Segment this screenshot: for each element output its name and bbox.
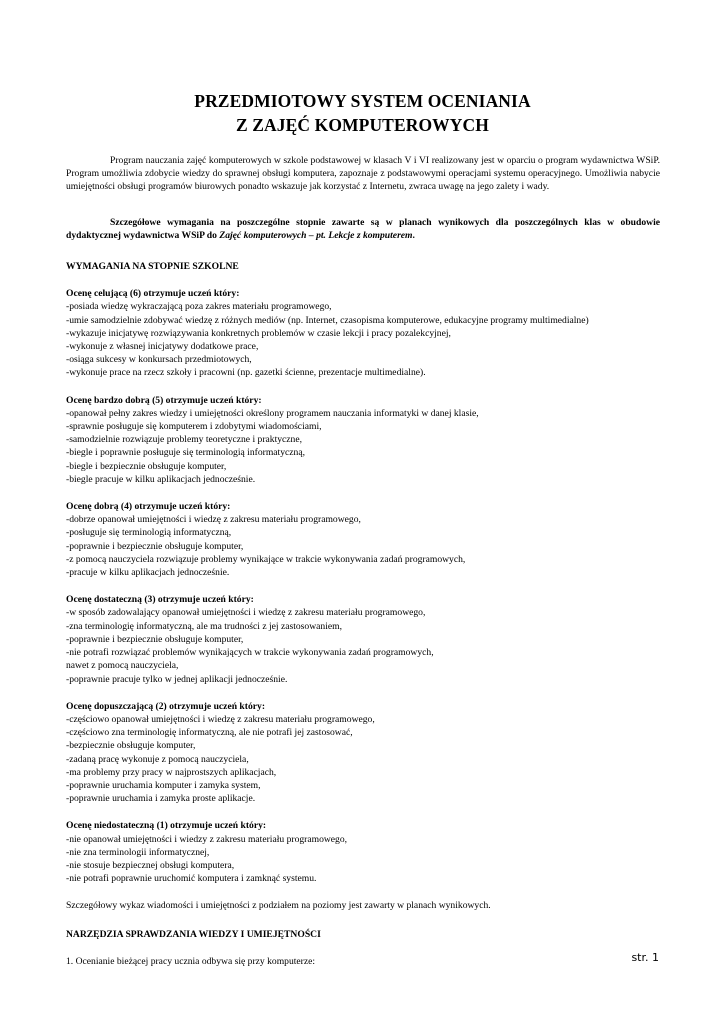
tools-section-heading: NARZĘDZIA SPRAWDZANIA WIEDZY I UMIEJĘTNOŚCI: [66, 928, 321, 940]
grade-requirement-line: -biegle i bezpiecznie obsługuje komputer,: [66, 460, 227, 472]
grade-requirement-line: -poprawnie uruchamia i zamyka proste aplikacje.: [66, 793, 256, 805]
grade-heading: Ocenę bardzo dobrą (5) otrzymuje uczeń który:: [66, 394, 262, 406]
document-body: [66, 154, 660, 968]
grade-requirement-line: -z pomocą nauczyciela rozwiązuje problemy wynikające w trakcie wykonywania zadań programowych,: [66, 553, 466, 565]
grade-requirement-line: -samodzielnie rozwiązuje problemy teoretyczne i praktyczne,: [66, 434, 303, 446]
grade-block: [66, 700, 660, 806]
grade-block: [66, 593, 660, 685]
summary-line: Szczegółowy wykaz wiadomości i umiejętności z podziałem na poziomy jest zawarty w planach wynikowych.: [66, 900, 491, 912]
grade-requirement-line: -częściowo zna terminologię informatyczną, ale nie potrafi jej zastosować,: [66, 727, 353, 739]
document-title-line-1: PRZEDMIOTOWY SYSTEM OCENIANIA: [194, 91, 531, 111]
grades-list: [66, 287, 660, 885]
grade-requirement-line: -nie stosuje bezpiecznej obsługi komputera,: [66, 859, 235, 871]
grade-requirement-line: -osiąga sukcesy w konkursach przedmiotowych,: [66, 354, 252, 366]
grade-requirement-line: -posiada wiedzę wykraczającą poza zakres materiału programowego,: [66, 301, 332, 313]
detail-text-italic: Zajęć komputerowych – pt. Lekcje z komputerem: [219, 229, 413, 241]
grade-requirement-line: -poprawnie uruchamia komputer i zamyka system,: [66, 779, 261, 791]
document-title-line-2: Z ZAJĘĆ KOMPUTEROWYCH: [236, 115, 489, 135]
grade-requirement-line: -umie samodzielnie zdobywać wiedzę z różnych mediów (np. Internet, czasopisma komputerowe, edukacyjne programy multimedialne): [66, 314, 589, 326]
grade-heading: Ocenę dostateczną (3) otrzymuje uczeń który:: [66, 594, 254, 606]
grade-heading: Ocenę niedostateczną (1) otrzymuje uczeń który:: [66, 820, 267, 832]
grade-block: [66, 500, 660, 579]
grade-requirement-line: -dobrze opanował umiejętności i wiedzę z zakresu materiału programowego,: [66, 514, 361, 526]
grade-requirement-line: -opanował pełny zakres wiedzy i umiejętności określony programem nauczania informatyki w danej klasie,: [66, 407, 479, 419]
grade-requirement-line: -wykonuje z własnej inicjatywy dodatkowe prace,: [66, 341, 259, 353]
grade-requirement-line: -nie potrafi poprawnie uruchomić komputera i zamknąć systemu.: [66, 873, 317, 885]
grade-requirement-line: -bezpiecznie obsługuje komputer,: [66, 740, 196, 752]
detail-text-end: .: [412, 229, 415, 241]
grade-heading: Ocenę dopuszczającą (2) otrzymuje uczeń który:: [66, 700, 266, 712]
grade-requirement-line: -nie potrafi rozwiązać problemów wynikających w trakcie wykonywania zadań programowych,: [66, 647, 434, 659]
grade-requirement-line: -wykazuje inicjatywę rozwiązywania konkretnych problemów w czasie lekcji i pracy pozalekcyjnej,: [66, 327, 451, 339]
grade-requirement-line: -poprawnie pracuje tylko w jednej aplikacji jednocześnie.: [66, 673, 288, 685]
grade-requirement-line: -ma problemy przy pracy w najprostszych aplikacjach,: [66, 766, 277, 778]
page-number: str. 1: [631, 951, 659, 964]
grade-block: [66, 394, 660, 486]
grade-block: [66, 287, 660, 379]
grade-requirement-line: -zna terminologię informatyczną, ale ma trudności z jej zastosowaniem,: [66, 620, 342, 632]
grade-requirement-line: -sprawnie posługuje się komputerem i zdobytymi wiadomościami,: [66, 421, 322, 433]
grade-requirement-line: -nie zna terminologii informatycznej,: [66, 846, 210, 858]
grade-requirement-line: nawet z pomocą nauczyciela,: [66, 660, 179, 672]
grade-requirement-line: -pracuje w kilku aplikacjach jednocześnie.: [66, 567, 230, 579]
grade-heading: Ocenę dobrą (4) otrzymuje uczeń który:: [66, 501, 231, 513]
tools-item-1: 1. Ocenianie bieżącej pracy ucznia odbywa się przy komputerze:: [66, 955, 316, 967]
grade-requirement-line: -w sposób zadowalający opanował umiejętności i wiedzę z zakresu materiału programowego,: [66, 607, 426, 619]
grade-requirement-line: -zadaną pracę wykonuje z pomocą nauczyciela,: [66, 753, 249, 765]
grade-requirement-line: -posługuje się terminologią informatyczną,: [66, 527, 232, 539]
grade-heading: Ocenę celującą (6) otrzymuje uczeń który:: [66, 288, 240, 300]
grade-requirement-line: -częściowo opanował umiejętności i wiedzę z zakresu materiału programowego,: [66, 713, 375, 725]
grade-requirement-line: -poprawnie i bezpiecznie obsługuje komputer,: [66, 633, 244, 645]
detail-paragraph: [66, 216, 660, 242]
grade-requirement-line: -biegle pracuje w kilku aplikacjach jednocześnie.: [66, 473, 256, 485]
intro-paragraph: Program nauczania zajęć komputerowych w szkole podstawowej w klasach V i VI realizowany jest w oparciu o program wydawnictwa WSiP. Program umożliwia zdobycie wiedzy do sprawnej obsługi komputera, zapoznaje z podstawowymi operacjami systemu operacyjnego. Umożliwia nabycie umiejętności obsługi programów biurowych ponadto wskazuje jak korzystać z Internetu, zwraca uwagę na jego zalety i wady.: [66, 155, 660, 193]
grades-section-heading: WYMAGANIA NA STOPNIE SZKOLNE: [66, 261, 239, 273]
detail-text-start: Szczegółowe wymagania na poszczególne stopnie zawarte są w planach wynikowych dla poszczególnych klas w obudowie dydaktycznej wydawnictwa WSiP do: [66, 216, 660, 241]
grade-requirement-line: -nie opanował umiejętności i wiedzy z zakresu materiału programowego,: [66, 833, 348, 845]
grade-requirement-line: -poprawnie i bezpiecznie obsługuje komputer,: [66, 540, 244, 552]
grade-requirement-line: -biegle i poprawnie posługuje się terminologią informatyczną,: [66, 447, 305, 459]
grade-requirement-line: -wykonuje prace na rzecz szkoły i pracowni (np. gazetki ścienne, prezentacje multimedialne).: [66, 367, 426, 379]
grade-block: [66, 819, 660, 885]
